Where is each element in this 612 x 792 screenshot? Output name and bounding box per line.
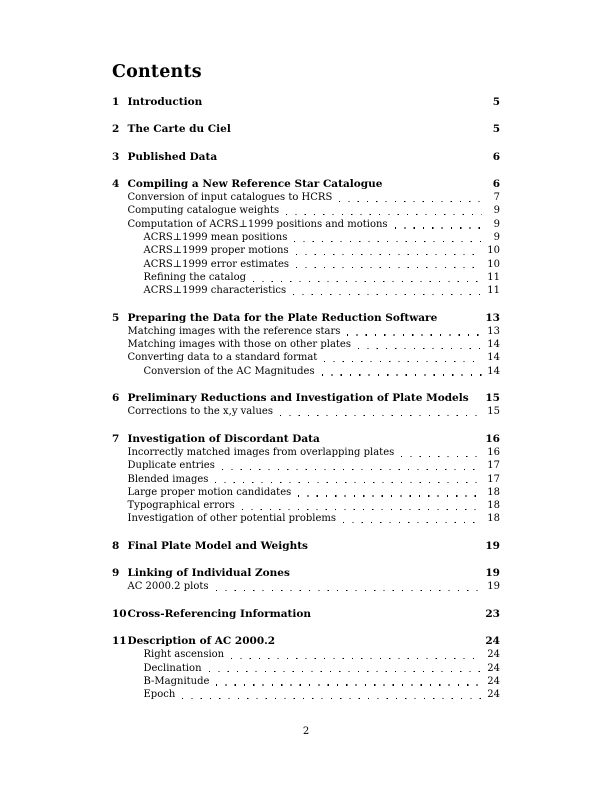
toc-entry-page-number: 24 <box>487 675 500 687</box>
toc-entry-title: AC 2000.2 plots <box>127 581 209 593</box>
toc-section-page-number: 6 <box>492 177 500 190</box>
toc-entry-title: Computing catalogue weights <box>127 205 280 217</box>
toc-entry-row <box>112 446 500 459</box>
toc-section-row <box>112 540 500 553</box>
toc-entry-page-number: 17 <box>487 460 500 472</box>
toc-entry-title: Typographical errors <box>127 500 235 512</box>
toc-section-title: Introduction <box>127 96 203 108</box>
toc-entry-title: Conversion of the AC Magnitudes <box>143 365 315 377</box>
toc-content <box>112 62 500 701</box>
toc-section-number: 11 <box>112 634 127 647</box>
toc-entry-title: ACRS⊥1999 proper motions <box>143 245 289 257</box>
toc-entry-row <box>112 486 500 499</box>
toc-entry-row <box>112 258 500 271</box>
toc-entry-page-number: 9 <box>493 232 500 244</box>
dot-leader <box>401 456 482 457</box>
dot-leader <box>280 415 482 416</box>
toc-entry-page-number: 9 <box>493 218 500 230</box>
toc-entry-page-number: 11 <box>487 285 500 297</box>
dot-leader <box>347 334 482 335</box>
toc-section-row <box>112 123 500 136</box>
toc-entry-page-number: 10 <box>487 258 500 270</box>
toc-section-title: Cross-Referencing Information <box>127 607 312 620</box>
toc-entry-page-number: 9 <box>493 205 500 217</box>
toc-section-page-number: 24 <box>485 634 500 647</box>
dot-leader <box>322 374 482 375</box>
toc-entry-title: ACRS⊥1999 mean positions <box>143 232 288 244</box>
toc-entry-row <box>112 405 500 418</box>
toc-section-title: The Carte du Ciel <box>127 123 231 136</box>
toc-entry-title: Blended images <box>127 473 209 485</box>
toc-entry-page-number: 24 <box>487 662 500 674</box>
toc-entry-page-number: 18 <box>487 500 500 512</box>
toc-section-row <box>112 178 500 191</box>
dot-leader <box>296 267 482 268</box>
toc-entry-row <box>112 675 500 688</box>
dot-leader <box>215 482 482 483</box>
toc-entry-title: Right ascension <box>143 649 225 661</box>
toc-entry-page-number: 11 <box>487 271 500 283</box>
toc-section-page-number: 6 <box>492 150 500 163</box>
toc-section-title: Preparing the Data for the Plate Reduction Software <box>127 311 438 324</box>
dot-leader <box>209 671 482 672</box>
toc-entry-page-number: 18 <box>487 513 500 525</box>
toc-entry-title: Conversion of input catalogues to HCRS <box>127 192 333 204</box>
toc-entry-page-number: 14 <box>487 339 500 351</box>
toc-entry-title: Declination <box>143 662 202 674</box>
toc-entry-row <box>112 338 500 351</box>
toc-section-number: 2 <box>112 123 120 136</box>
toc-entry-row <box>112 351 500 364</box>
dot-leader <box>294 241 482 242</box>
toc-entry-page-number: 24 <box>487 689 500 701</box>
toc-entry-row <box>112 512 500 525</box>
toc-entry-row <box>112 499 500 512</box>
toc-entry-title: Investigation of other potential problems <box>127 513 336 525</box>
dot-leader <box>253 281 482 282</box>
contents-heading: Contents <box>112 62 202 82</box>
toc-entry-title: Matching images with the reference stars <box>127 325 341 337</box>
dot-leader <box>296 254 482 255</box>
toc-section-title: Published Data <box>127 150 218 163</box>
toc-section-title: Investigation of Discordant Data <box>127 432 320 445</box>
toc-entry-page-number: 18 <box>487 486 500 498</box>
toc-section-title: Linking of Individual Zones <box>127 567 290 580</box>
toc-entry-page-number: 17 <box>487 473 500 485</box>
toc-section-title: Compiling a New Reference Star Catalogue <box>127 177 383 190</box>
toc-section-row <box>112 392 500 405</box>
toc-section-number: 5 <box>112 311 120 324</box>
toc-section-number: 8 <box>112 539 120 552</box>
toc-section-page-number: 23 <box>485 607 500 620</box>
toc-entry-page-number: 15 <box>487 406 500 418</box>
toc-entry-row <box>112 662 500 675</box>
dot-leader <box>339 201 482 202</box>
toc-section-page-number: 5 <box>492 123 500 136</box>
toc-entry-row <box>112 284 500 297</box>
toc-entry-row <box>112 580 500 593</box>
toc-entry-title: Duplicate entries <box>127 460 215 472</box>
toc-section-number: 3 <box>112 150 120 163</box>
toc-section-page-number: 19 <box>485 539 500 552</box>
toc-entry-title: Refining the catalog <box>143 271 246 283</box>
toc-section-number: 9 <box>112 567 120 580</box>
toc-section-number: 4 <box>112 177 120 190</box>
toc-entry-page-number: 19 <box>487 581 500 593</box>
toc-entry-title: Corrections to the x,y values <box>127 406 273 418</box>
toc-section-row <box>112 151 500 164</box>
toc-section-row <box>112 567 500 580</box>
dot-leader <box>182 698 482 699</box>
toc-entry-title: Large proper motion candidates <box>127 486 292 498</box>
toc-section-number: 10 <box>112 607 127 620</box>
toc-section-number: 7 <box>112 432 120 445</box>
toc-entry-row <box>112 473 500 486</box>
dot-leader <box>395 227 482 228</box>
toc-entry-row <box>112 231 500 244</box>
toc-entry-row <box>112 688 500 701</box>
dot-leader <box>231 658 482 659</box>
toc-entry-title: Converting data to a standard format <box>127 352 318 364</box>
toc-entry-title: Incorrectly matched images from overlapping plates <box>127 446 395 458</box>
toc-entry-title: ACRS⊥1999 characteristics <box>143 285 287 297</box>
toc-entry-page-number: 16 <box>487 446 500 458</box>
dot-leader <box>343 522 482 523</box>
toc-entry-title: ACRS⊥1999 error estimates <box>143 258 290 270</box>
toc-entry-row <box>112 204 500 217</box>
toc-entry-title: Computation of ACRS⊥1999 positions and motions <box>127 218 388 230</box>
toc-entry-title: B-Magnitude <box>143 675 210 687</box>
toc-entry-page-number: 13 <box>487 325 500 337</box>
toc-entry-row <box>112 325 500 338</box>
dot-leader <box>298 495 482 496</box>
toc-entry-page-number: 14 <box>487 352 500 364</box>
dot-leader <box>222 469 482 470</box>
toc-entry-row <box>112 459 500 472</box>
toc-section-page-number: 15 <box>485 392 500 405</box>
toc-section-title: Final Plate Model and Weights <box>127 539 308 552</box>
toc-section-page-number: 19 <box>485 567 500 580</box>
toc-section-page-number: 13 <box>485 311 500 324</box>
toc-section-row <box>112 433 500 446</box>
dot-leader <box>286 214 482 215</box>
toc-entry-row <box>112 191 500 204</box>
toc-section-title: Description of AC 2000.2 <box>127 634 276 647</box>
table-of-contents <box>112 96 500 701</box>
toc-entry-row <box>112 271 500 284</box>
toc-entry-row <box>112 218 500 231</box>
toc-entry-page-number: 10 <box>487 245 500 257</box>
toc-section-number: 6 <box>112 392 120 405</box>
toc-entry-title: Matching images with those on other plates <box>127 339 351 351</box>
toc-entry-page-number: 7 <box>493 192 500 204</box>
dot-leader <box>293 294 482 295</box>
dot-leader <box>242 509 482 510</box>
toc-section-row <box>112 608 500 621</box>
page-number-footer: 2 <box>302 726 310 737</box>
toc-section-row <box>112 635 500 648</box>
dot-leader <box>216 590 483 591</box>
dot-leader <box>216 684 482 685</box>
toc-entry-row <box>112 244 500 257</box>
dot-leader <box>324 361 482 362</box>
dot-leader <box>358 348 482 349</box>
toc-section-page-number: 16 <box>485 432 500 445</box>
toc-entry-row <box>112 365 500 378</box>
toc-section-page-number: 5 <box>492 96 500 108</box>
toc-entry-title: Epoch <box>143 689 176 701</box>
toc-section-row <box>112 96 500 109</box>
toc-section-number: 1 <box>112 96 120 108</box>
toc-section-title: Preliminary Reductions and Investigation of Plate Models <box>127 392 469 405</box>
toc-entry-row <box>112 648 500 661</box>
toc-entry-page-number: 14 <box>487 365 500 377</box>
toc-entry-page-number: 24 <box>487 649 500 661</box>
toc-section-row <box>112 312 500 325</box>
